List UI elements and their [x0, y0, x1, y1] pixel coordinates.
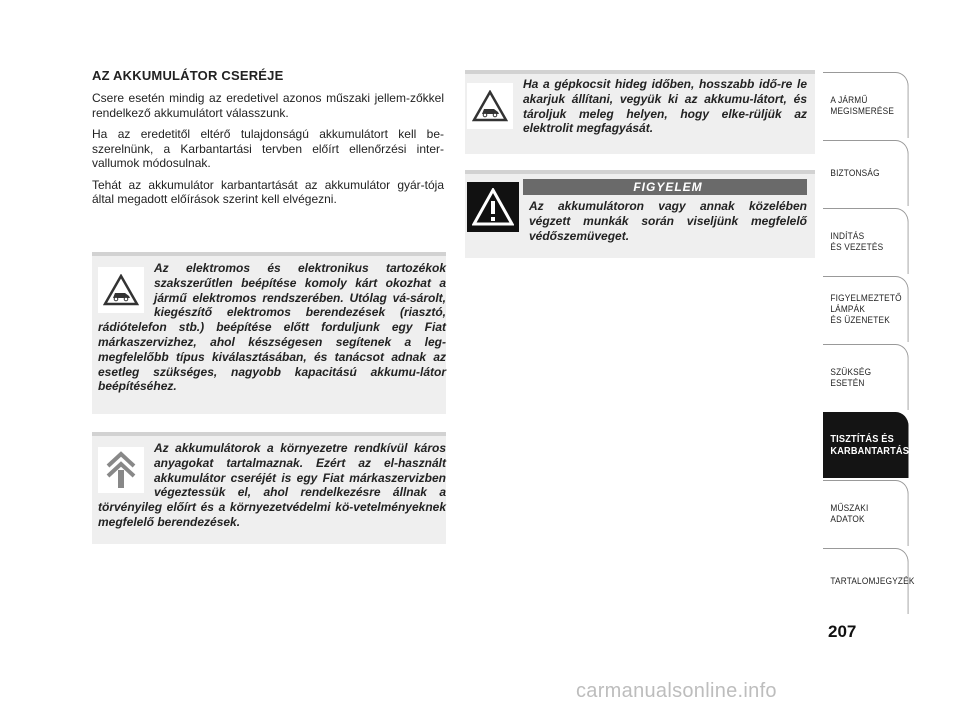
environment-note	[92, 432, 446, 544]
tab-technical-data[interactable]: MŰSZAKI ADATOK	[823, 480, 909, 546]
electronics-note	[92, 252, 446, 414]
tab-emergency[interactable]: SZÜKSÉG ESETÉN	[823, 344, 909, 410]
environment-arrows-icon	[98, 447, 144, 493]
tab-safety[interactable]: BIZTONSÁG	[823, 140, 909, 206]
tab-warning-lights[interactable]: FIGYELMEZTETŐ LÁMPÁK ÉS ÜZENETEK	[823, 276, 909, 342]
cold-weather-note-text: Ha a gépkocsit hideg időben, hosszabb idő-re le akarjuk állítani, vegyük ki az akkumu-látort, és tároljuk meleg helyen, hogy elke-rüljük az elektrolit megfagyását.	[523, 77, 807, 136]
electronics-note-text: Az elektromos és elektronikus tartozékok szakszerűtlen beépítése komoly kárt okozhat a jármű elektromos rendszerében. Utólag vá-sárolt, kiegészítő elektromos berendezések (riasztó, rádiótelefon stb.) beépítése előtt forduljunk egy Fiat márkaszervizhez, ahol készségesen segítenek a leg-megfelelőbb típus kiválasztásában, és tanácsot adnak az esetleg szükséges, nagyobb kapacitású akkumu-látor beépítéséhez.	[98, 261, 446, 394]
car-service-icon	[467, 83, 513, 129]
watermark: carmanualsonline.info	[576, 680, 777, 702]
paragraph-1: Csere esetén mindig az eredetivel azonos műszaki jellem-zőkkel rendelkező akkumulátort válasszunk.	[92, 91, 444, 120]
side-navigation	[823, 72, 916, 616]
warning-note	[465, 170, 815, 258]
tab-cleaning-maintenance[interactable]: TISZTÍTÁS ÉS KARBANTARTÁS	[823, 412, 909, 478]
warning-label: FIGYELEM	[523, 179, 807, 195]
tab-vehicle-overview[interactable]: A JÁRMŰ MEGISMERÉSE	[823, 72, 909, 138]
car-service-icon	[98, 267, 144, 313]
section-title: AZ AKKUMULÁTOR CSERÉJE	[92, 68, 284, 83]
main-content	[92, 68, 444, 214]
warning-triangle-icon	[467, 182, 519, 232]
warning-note-text: Az akkumulátoron vagy annak közelében végzett munkák során viseljünk megfelelő védőszemüveget.	[529, 199, 807, 243]
environment-note-text: Az akkumulátorok a környezetre rendkívül káros anyagokat tartalmaznak. Ezért az el-használt akkumulátor cseréjét is egy Fiat márkaszervizben végeztessük el, ahol rendelkezésre állnak a törvényileg előírt és a környezetvédelmi kö-vetelményeknek megfelelő berendezések.	[98, 441, 446, 529]
paragraph-3: Tehát az akkumulátor karbantartását az akkumulátor gyár-tója által megadott előírások szerint kell elvégezni.	[92, 177, 444, 206]
tab-index[interactable]: TARTALOMJEGYZÉK	[823, 548, 909, 614]
paragraph-2: Ha az eredetitől eltérő tulajdonságú akkumulátort kell be-szerelnünk, a Karbantartási tervben előírt ellenőrzési inter-vallumok módosulnak.	[92, 127, 444, 170]
tab-starting-driving[interactable]: INDÍTÁS ÉS VEZETÉS	[823, 208, 909, 274]
page-number: 207	[828, 622, 857, 641]
cold-weather-note	[465, 70, 815, 154]
